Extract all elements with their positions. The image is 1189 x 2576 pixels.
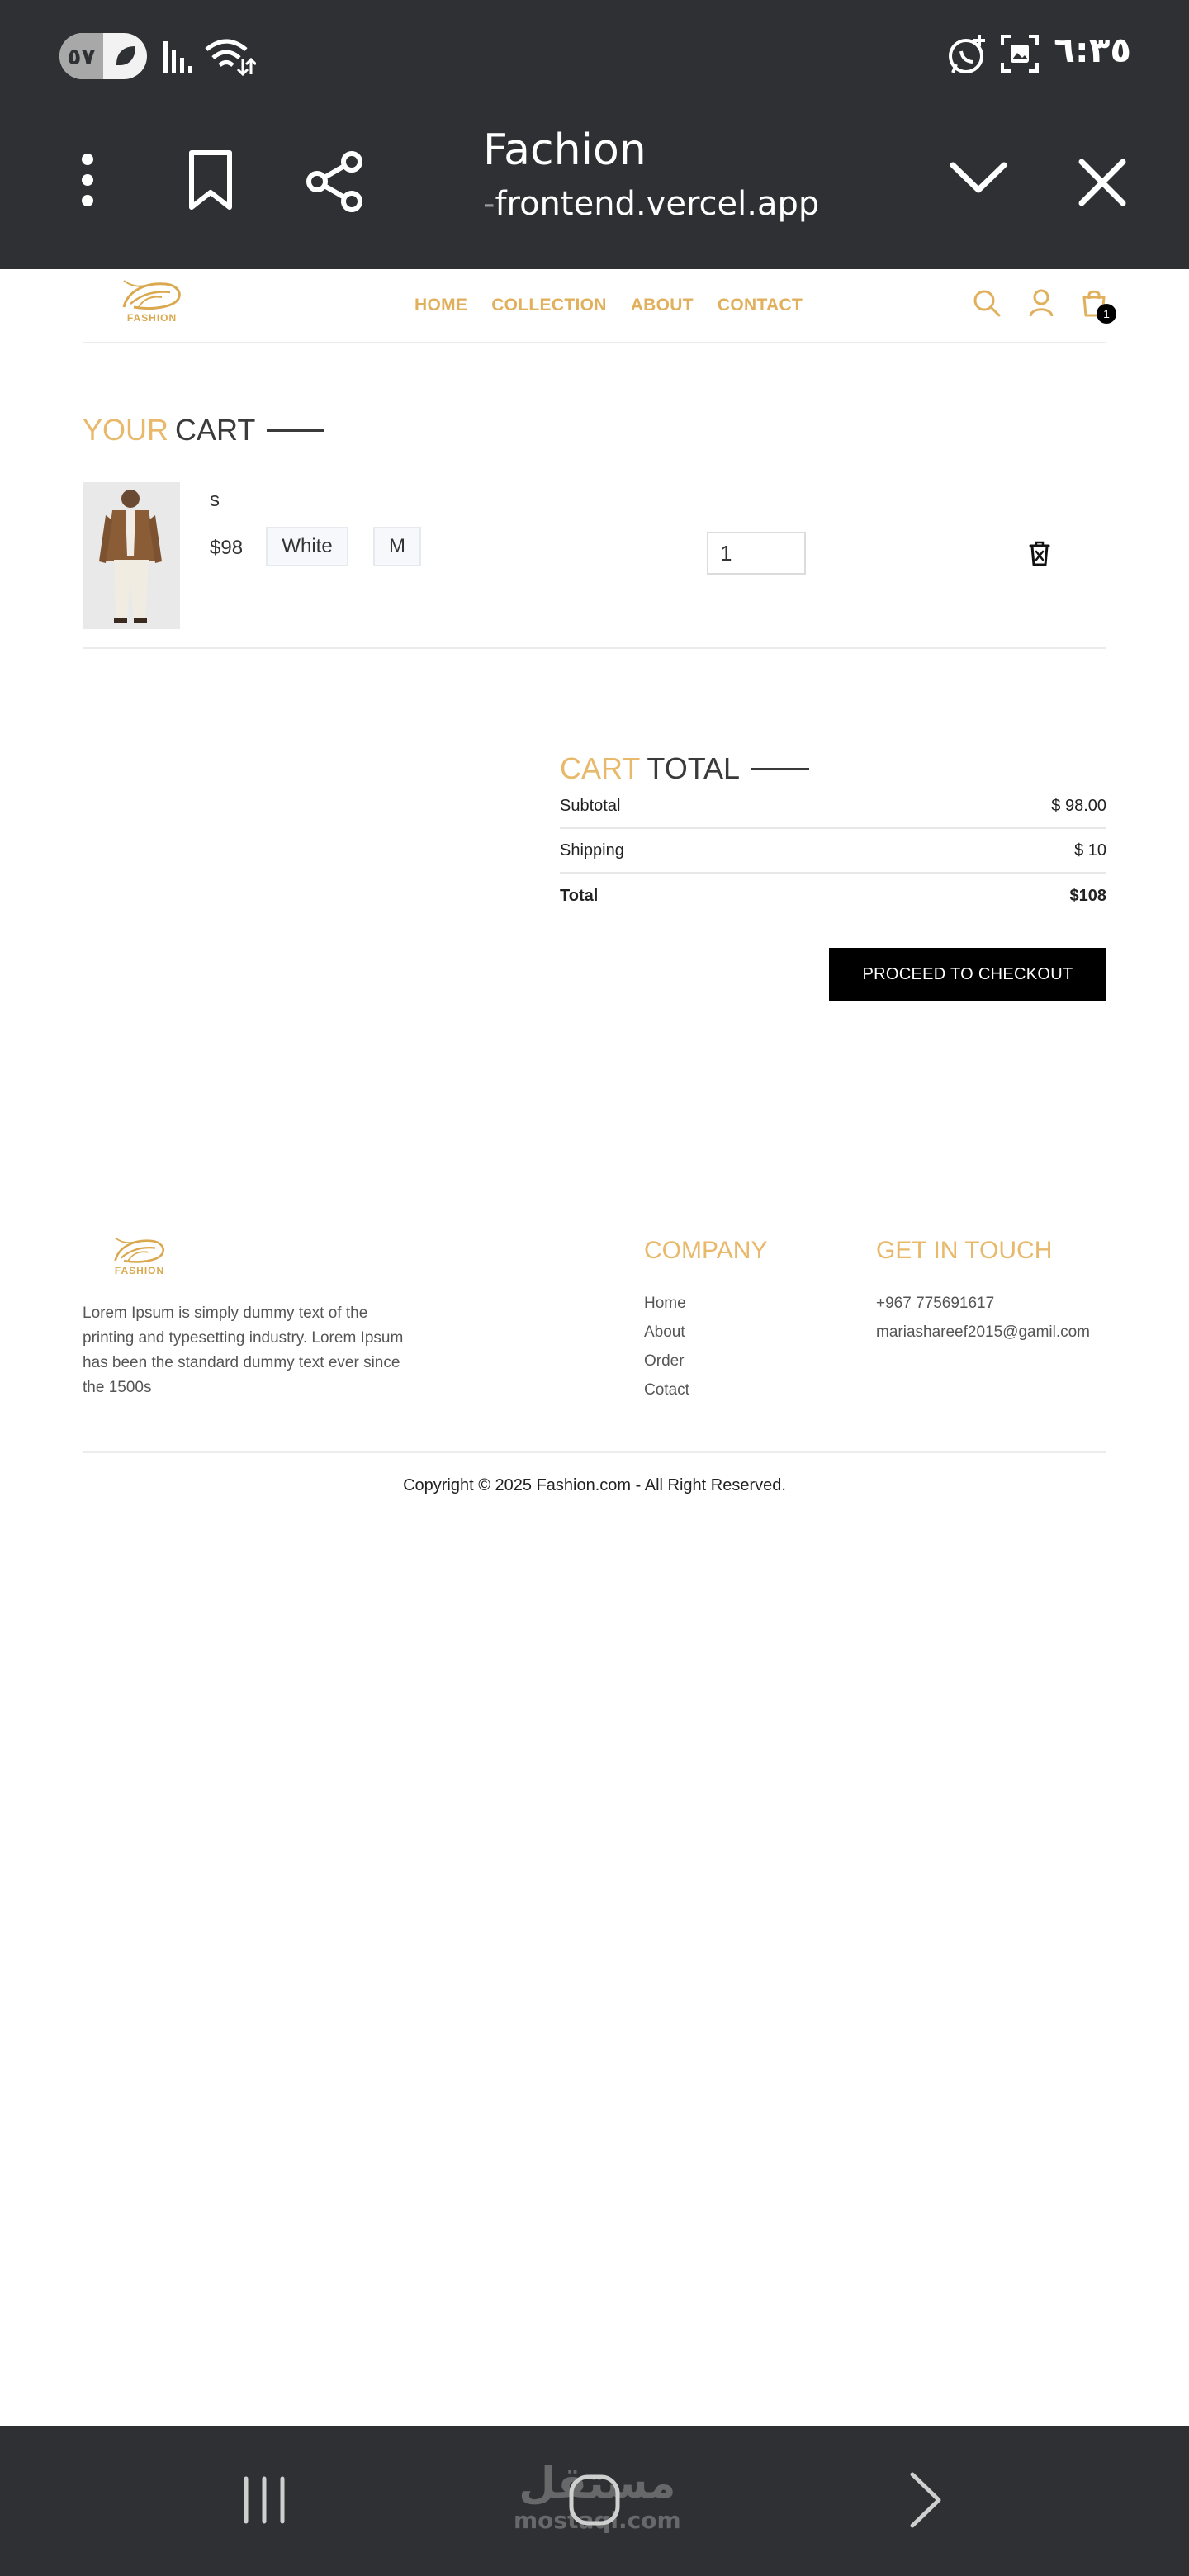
search-icon[interactable]	[973, 289, 1001, 317]
footer-divider	[83, 1451, 1106, 1453]
product-size-chip: M	[373, 527, 421, 566]
screenshot-gallery-icon	[999, 33, 1040, 74]
cart-title	[83, 413, 324, 447]
subtotal-value: $ 98.00	[1051, 796, 1106, 815]
close-icon	[1078, 158, 1127, 207]
cart-item-row	[83, 482, 1106, 649]
power-saving-leaf-icon	[103, 33, 147, 79]
total-row	[560, 874, 1106, 918]
battery-level: ٥٧	[59, 33, 103, 79]
recent-apps-icon	[239, 2475, 289, 2525]
cart-title-main: CART	[175, 413, 256, 447]
footer-link-contact[interactable]: Cotact	[644, 1381, 689, 1399]
battery-indicator	[59, 33, 147, 79]
contact-phone: +967 775691617	[876, 1295, 995, 1312]
status-time: ٦:٣٥	[1054, 30, 1131, 70]
collapse-button[interactable]	[948, 154, 1009, 203]
share-button[interactable]	[301, 147, 370, 216]
product-photo-jacket-model	[83, 482, 180, 629]
tab-title: Fachion	[483, 125, 647, 175]
subtotal-label: Subtotal	[560, 796, 621, 815]
main-nav	[414, 296, 803, 315]
shipping-value: $ 10	[1074, 841, 1106, 859]
bookmark-button[interactable]	[182, 147, 239, 213]
nav-collection[interactable]: COLLECTION	[491, 296, 607, 315]
quantity-input[interactable]	[707, 532, 806, 575]
footer-logo-text: FASHION	[114, 1265, 165, 1276]
cart-total-title	[560, 751, 809, 786]
user-icon[interactable]	[1029, 289, 1054, 317]
contact-heading: GET IN TOUCH	[876, 1237, 1053, 1264]
product-color-chip: White	[266, 527, 348, 566]
back-button[interactable]	[892, 2467, 958, 2533]
browser-chrome	[0, 0, 1189, 269]
product-price: $98	[210, 537, 244, 559]
url-text: frontend.vercel.app	[495, 185, 820, 223]
company-heading: COMPANY	[644, 1237, 768, 1264]
nav-home[interactable]: HOME	[414, 296, 468, 315]
close-tab-button[interactable]	[1073, 154, 1131, 211]
subtotal-row	[560, 784, 1106, 829]
more-options-button[interactable]	[68, 147, 107, 213]
proceed-to-checkout-button[interactable]: PROCEED TO CHECKOUT	[829, 948, 1106, 1001]
wifi-icon	[203, 38, 256, 76]
title-underline	[267, 429, 324, 432]
whatsapp-notification-icon	[946, 33, 989, 76]
site-logo[interactable]	[119, 277, 185, 324]
mostaql-watermark	[514, 2460, 681, 2534]
logo-leaf-icon	[119, 277, 185, 314]
copyright-text: Copyright © 2025 Fashion.com - All Right Reserved.	[403, 1476, 786, 1494]
footer-link-about[interactable]: About	[644, 1324, 685, 1341]
site-header	[83, 269, 1110, 343]
cart-count-badge: 1	[1097, 304, 1116, 324]
watermark-arabic: مستقل	[519, 2459, 676, 2508]
cart-button[interactable]	[1082, 289, 1110, 320]
cart-total-title-main: TOTAL	[647, 751, 741, 785]
shipping-row	[560, 829, 1106, 874]
nav-contact[interactable]: CONTACT	[717, 296, 803, 315]
chevron-right-icon	[904, 2471, 945, 2529]
footer-description: Lorem Ipsum is simply dummy text of the printing and typesetting industry. Lorem Ipsum has been the standard dummy text ever since the 1500s	[83, 1305, 404, 1396]
url-prefix: -	[483, 185, 495, 223]
cart-total-title-accent: CART	[560, 751, 641, 785]
share-icon	[304, 150, 367, 213]
total-label: Total	[560, 886, 599, 905]
footer-logo[interactable]	[111, 1235, 168, 1276]
nav-about[interactable]: ABOUT	[630, 296, 694, 315]
watermark-latin: mostaql.com	[514, 2507, 681, 2534]
shipping-label: Shipping	[560, 841, 624, 859]
logo-text: FASHION	[126, 312, 178, 324]
web-page	[0, 269, 1189, 2426]
bookmark-icon	[187, 149, 234, 211]
address-bar[interactable]	[483, 185, 819, 223]
logo-leaf-icon	[111, 1235, 168, 1267]
footer-link-order[interactable]: Order	[644, 1352, 685, 1370]
footer-link-home[interactable]: Home	[644, 1295, 686, 1312]
chevron-down-icon	[950, 162, 1007, 195]
recent-apps-button[interactable]	[231, 2467, 297, 2533]
remove-item-trash-icon[interactable]	[1027, 540, 1052, 566]
total-value: $108	[1069, 886, 1106, 905]
contact-email: mariashareef2015@gamil.com	[876, 1324, 1091, 1341]
signal-bars-icon	[162, 38, 195, 74]
cart-title-accent: YOUR	[83, 413, 169, 447]
more-vertical-icon	[79, 151, 96, 209]
product-name: s	[210, 489, 220, 511]
product-image[interactable]	[83, 482, 180, 629]
title-underline	[751, 768, 809, 770]
